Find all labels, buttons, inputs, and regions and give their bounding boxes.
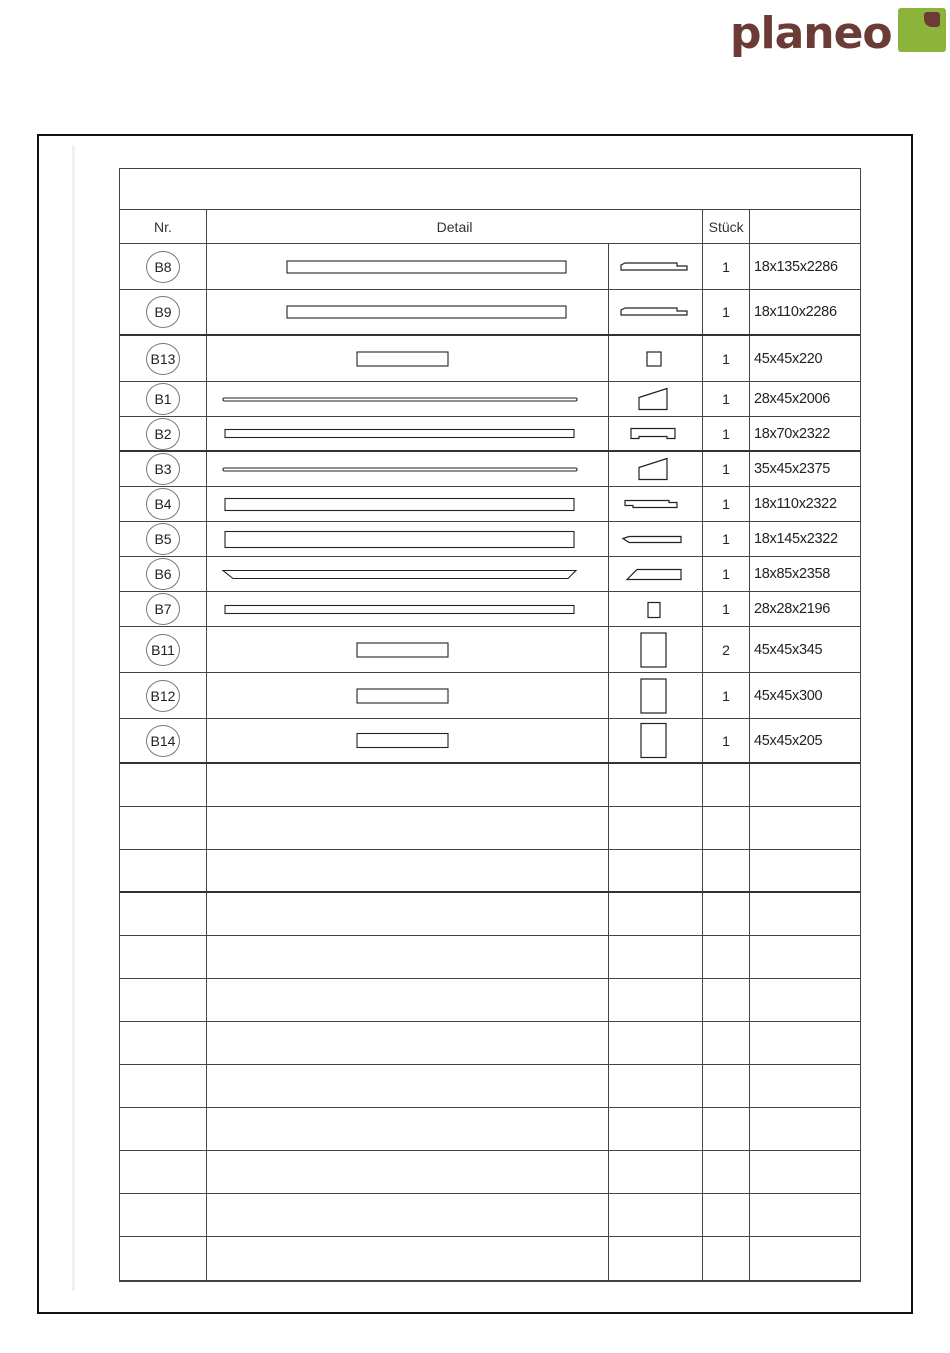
empty-table-row xyxy=(120,893,860,936)
part-number-badge: B1 xyxy=(146,383,180,415)
quantity-value: 1 xyxy=(722,258,730,275)
part-number-badge: B5 xyxy=(146,523,180,555)
empty-profile-cell xyxy=(609,764,703,806)
dimensions-cell xyxy=(750,522,860,556)
empty-dimensions-cell xyxy=(750,764,860,806)
empty-dimensions-cell xyxy=(750,1151,860,1193)
part-drawing-cell xyxy=(207,673,609,718)
dimensions-value: 18x135x2286 xyxy=(754,258,838,275)
quantity-cell xyxy=(703,244,750,289)
empty-profile-cell xyxy=(609,1194,703,1236)
empty-quantity-cell xyxy=(703,1022,750,1064)
part-number-badge: B11 xyxy=(146,634,180,666)
quantity-value: 1 xyxy=(722,391,730,407)
empty-drawing-cell xyxy=(207,979,609,1021)
part-cross-section-drawing xyxy=(609,488,702,521)
empty-quantity-cell xyxy=(703,850,750,891)
part-drawing-cell xyxy=(207,336,609,381)
part-profile-cell xyxy=(609,592,703,626)
part-cross-section-drawing xyxy=(609,337,702,381)
parts-list-table xyxy=(119,168,861,1282)
header-nr: Nr. xyxy=(154,218,172,235)
empty-nr-cell xyxy=(120,936,207,978)
part-cross-section-drawing xyxy=(609,593,702,626)
empty-dimensions-cell xyxy=(750,850,860,891)
empty-nr-cell xyxy=(120,850,207,891)
empty-nr-cell xyxy=(120,1065,207,1107)
dimensions-value: 35x45x2375 xyxy=(754,461,831,477)
dimensions-cell xyxy=(750,382,860,416)
part-drawing-cell xyxy=(207,522,609,556)
part-profile-cell xyxy=(609,417,703,450)
part-cross-section-drawing xyxy=(609,558,702,591)
table-header-row xyxy=(120,210,860,244)
part-number-cell xyxy=(120,557,207,591)
empty-dimensions-cell xyxy=(750,1022,860,1064)
quantity-value: 1 xyxy=(722,304,730,320)
part-side-view-drawing xyxy=(207,628,608,672)
quantity-cell xyxy=(703,487,750,521)
empty-table-row xyxy=(120,936,860,979)
part-number-cell xyxy=(120,719,207,762)
empty-table-row xyxy=(120,1022,860,1065)
part-side-view-drawing xyxy=(207,674,608,718)
dimensions-value: 45x45x220 xyxy=(754,350,823,367)
part-side-view-drawing xyxy=(207,523,608,556)
empty-dimensions-cell xyxy=(750,1065,860,1107)
part-side-view-drawing xyxy=(207,719,608,762)
empty-quantity-cell xyxy=(703,979,750,1021)
table-body xyxy=(120,244,860,1281)
quantity-cell xyxy=(703,673,750,718)
empty-dimensions-cell xyxy=(750,1237,860,1280)
quantity-cell xyxy=(703,557,750,591)
dimensions-value: 18x110x2286 xyxy=(754,304,837,320)
table-row xyxy=(120,452,860,487)
part-profile-cell xyxy=(609,557,703,591)
dimensions-cell xyxy=(750,673,860,718)
logo-mark-icon xyxy=(898,8,946,52)
quantity-value: 1 xyxy=(722,350,730,367)
part-number-cell xyxy=(120,592,207,626)
quantity-value: 1 xyxy=(722,687,730,704)
part-profile-cell xyxy=(609,382,703,416)
dimensions-value: 45x45x300 xyxy=(754,687,823,704)
empty-quantity-cell xyxy=(703,1194,750,1236)
dimensions-cell xyxy=(750,290,860,334)
empty-nr-cell xyxy=(120,979,207,1021)
quantity-cell xyxy=(703,592,750,626)
part-side-view-drawing xyxy=(207,337,608,381)
empty-table-row xyxy=(120,979,860,1022)
part-profile-cell xyxy=(609,627,703,672)
empty-profile-cell xyxy=(609,893,703,935)
table-row xyxy=(120,592,860,627)
quantity-cell xyxy=(703,417,750,450)
part-side-view-drawing xyxy=(207,383,608,416)
quantity-cell xyxy=(703,336,750,381)
dimensions-cell xyxy=(750,719,860,762)
part-number-cell xyxy=(120,244,207,289)
part-number-badge: B7 xyxy=(146,593,180,625)
part-cross-section-drawing xyxy=(609,628,702,672)
table-title-row xyxy=(120,169,860,210)
quantity-cell xyxy=(703,290,750,334)
empty-table-row xyxy=(120,764,860,807)
part-side-view-drawing xyxy=(207,290,608,334)
part-profile-cell xyxy=(609,719,703,762)
part-number-badge: B9 xyxy=(146,296,180,328)
part-number-cell xyxy=(120,673,207,718)
part-profile-cell xyxy=(609,452,703,486)
empty-profile-cell xyxy=(609,1022,703,1064)
part-number-badge: B2 xyxy=(146,418,180,450)
part-number-cell xyxy=(120,336,207,381)
empty-drawing-cell xyxy=(207,850,609,891)
empty-nr-cell xyxy=(120,1194,207,1236)
empty-quantity-cell xyxy=(703,1108,750,1150)
empty-table-row xyxy=(120,807,860,850)
empty-drawing-cell xyxy=(207,1108,609,1150)
part-number-cell xyxy=(120,522,207,556)
empty-quantity-cell xyxy=(703,1237,750,1280)
part-drawing-cell xyxy=(207,719,609,762)
sheet-edge xyxy=(72,146,75,1291)
empty-profile-cell xyxy=(609,979,703,1021)
part-drawing-cell xyxy=(207,557,609,591)
empty-nr-cell xyxy=(120,1237,207,1280)
logo-wordmark: planeo xyxy=(730,8,892,59)
part-number-cell xyxy=(120,417,207,450)
part-drawing-cell xyxy=(207,290,609,334)
header-nr-cell xyxy=(120,210,207,243)
table-row xyxy=(120,627,860,673)
empty-dimensions-cell xyxy=(750,979,860,1021)
dimensions-cell xyxy=(750,452,860,486)
dimensions-cell xyxy=(750,627,860,672)
table-row xyxy=(120,522,860,557)
empty-nr-cell xyxy=(120,1151,207,1193)
quantity-value: 1 xyxy=(722,732,730,749)
empty-drawing-cell xyxy=(207,1151,609,1193)
empty-quantity-cell xyxy=(703,807,750,849)
empty-drawing-cell xyxy=(207,764,609,806)
part-cross-section-drawing xyxy=(609,245,702,289)
dimensions-cell xyxy=(750,557,860,591)
empty-table-row xyxy=(120,1108,860,1151)
empty-drawing-cell xyxy=(207,936,609,978)
part-profile-cell xyxy=(609,290,703,334)
part-profile-cell xyxy=(609,336,703,381)
part-number-badge: B13 xyxy=(146,343,180,375)
part-side-view-drawing xyxy=(207,558,608,591)
empty-drawing-cell xyxy=(207,807,609,849)
part-profile-cell xyxy=(609,522,703,556)
part-drawing-cell xyxy=(207,452,609,486)
quantity-cell xyxy=(703,382,750,416)
part-number-badge: B14 xyxy=(146,725,180,757)
part-number-badge: B4 xyxy=(146,488,180,520)
quantity-cell xyxy=(703,719,750,762)
quantity-value: 1 xyxy=(722,601,730,617)
table-row xyxy=(120,673,860,719)
part-drawing-cell xyxy=(207,244,609,289)
part-side-view-drawing xyxy=(207,245,608,289)
part-side-view-drawing xyxy=(207,488,608,521)
quantity-value: 1 xyxy=(722,425,730,442)
part-drawing-cell xyxy=(207,382,609,416)
part-cross-section-drawing xyxy=(609,417,702,450)
part-number-badge: B6 xyxy=(146,558,180,590)
header-dim-cell xyxy=(750,210,860,243)
dimensions-value: 18x145x2322 xyxy=(754,531,838,547)
dimensions-value: 28x45x2006 xyxy=(754,391,831,407)
header-qty: Stück xyxy=(708,218,744,235)
quantity-cell xyxy=(703,522,750,556)
table-row xyxy=(120,336,860,382)
table-row xyxy=(120,417,860,452)
empty-profile-cell xyxy=(609,1151,703,1193)
header-qty-cell xyxy=(703,210,750,243)
table-row xyxy=(120,719,860,764)
empty-nr-cell xyxy=(120,1022,207,1064)
table-row xyxy=(120,557,860,592)
empty-table-row xyxy=(120,850,860,893)
dimensions-value: 18x85x2358 xyxy=(754,566,831,582)
empty-quantity-cell xyxy=(703,1065,750,1107)
empty-drawing-cell xyxy=(207,893,609,935)
header-detail: Detail xyxy=(436,218,473,235)
part-drawing-cell xyxy=(207,627,609,672)
quantity-value: 2 xyxy=(722,641,730,658)
part-number-cell xyxy=(120,627,207,672)
empty-profile-cell xyxy=(609,1237,703,1280)
empty-quantity-cell xyxy=(703,1151,750,1193)
empty-nr-cell xyxy=(120,764,207,806)
part-number-cell xyxy=(120,382,207,416)
quantity-value: 1 xyxy=(722,496,730,512)
table-row xyxy=(120,487,860,522)
dimensions-value: 28x28x2196 xyxy=(754,601,831,617)
part-cross-section-drawing xyxy=(609,523,702,556)
dimensions-cell xyxy=(750,487,860,521)
part-cross-section-drawing xyxy=(609,453,702,486)
empty-dimensions-cell xyxy=(750,1194,860,1236)
empty-dimensions-cell xyxy=(750,807,860,849)
empty-profile-cell xyxy=(609,850,703,891)
quantity-value: 1 xyxy=(722,461,730,477)
header-detail-cell xyxy=(207,210,703,243)
quantity-value: 1 xyxy=(722,566,730,582)
empty-nr-cell xyxy=(120,807,207,849)
empty-profile-cell xyxy=(609,1065,703,1107)
part-side-view-drawing xyxy=(207,453,608,486)
part-profile-cell xyxy=(609,673,703,718)
empty-drawing-cell xyxy=(207,1022,609,1064)
part-cross-section-drawing xyxy=(609,383,702,416)
table-row xyxy=(120,244,860,290)
empty-quantity-cell xyxy=(703,764,750,806)
dimensions-cell xyxy=(750,244,860,289)
empty-profile-cell xyxy=(609,936,703,978)
part-number-cell xyxy=(120,290,207,334)
part-drawing-cell xyxy=(207,592,609,626)
part-drawing-cell xyxy=(207,487,609,521)
empty-dimensions-cell xyxy=(750,1108,860,1150)
empty-drawing-cell xyxy=(207,1237,609,1280)
part-cross-section-drawing xyxy=(609,290,702,334)
empty-profile-cell xyxy=(609,807,703,849)
dimensions-cell xyxy=(750,592,860,626)
empty-nr-cell xyxy=(120,893,207,935)
empty-table-row xyxy=(120,1151,860,1194)
empty-profile-cell xyxy=(609,1108,703,1150)
dimensions-value: 45x45x345 xyxy=(754,641,823,658)
empty-dimensions-cell xyxy=(750,893,860,935)
empty-table-row xyxy=(120,1194,860,1237)
empty-dimensions-cell xyxy=(750,936,860,978)
table-row xyxy=(120,382,860,417)
empty-quantity-cell xyxy=(703,936,750,978)
part-number-badge: B8 xyxy=(146,251,180,283)
dimensions-value: 18x110x2322 xyxy=(754,496,837,512)
dimensions-cell xyxy=(750,336,860,381)
dimensions-value: 18x70x2322 xyxy=(754,425,831,442)
part-cross-section-drawing xyxy=(609,674,702,718)
empty-table-row xyxy=(120,1237,860,1281)
part-number-badge: B3 xyxy=(146,453,180,485)
part-cross-section-drawing xyxy=(609,719,702,762)
part-profile-cell xyxy=(609,487,703,521)
empty-quantity-cell xyxy=(703,893,750,935)
part-side-view-drawing xyxy=(207,417,608,450)
part-number-cell xyxy=(120,452,207,486)
empty-drawing-cell xyxy=(207,1065,609,1107)
quantity-cell xyxy=(703,627,750,672)
quantity-value: 1 xyxy=(722,531,730,547)
empty-drawing-cell xyxy=(207,1194,609,1236)
empty-nr-cell xyxy=(120,1108,207,1150)
part-number-badge: B12 xyxy=(146,680,180,712)
empty-table-row xyxy=(120,1065,860,1108)
table-row xyxy=(120,290,860,336)
part-drawing-cell xyxy=(207,417,609,450)
quantity-cell xyxy=(703,452,750,486)
dimensions-value: 45x45x205 xyxy=(754,732,823,749)
part-number-cell xyxy=(120,487,207,521)
dimensions-cell xyxy=(750,417,860,450)
part-side-view-drawing xyxy=(207,593,608,626)
part-profile-cell xyxy=(609,244,703,289)
